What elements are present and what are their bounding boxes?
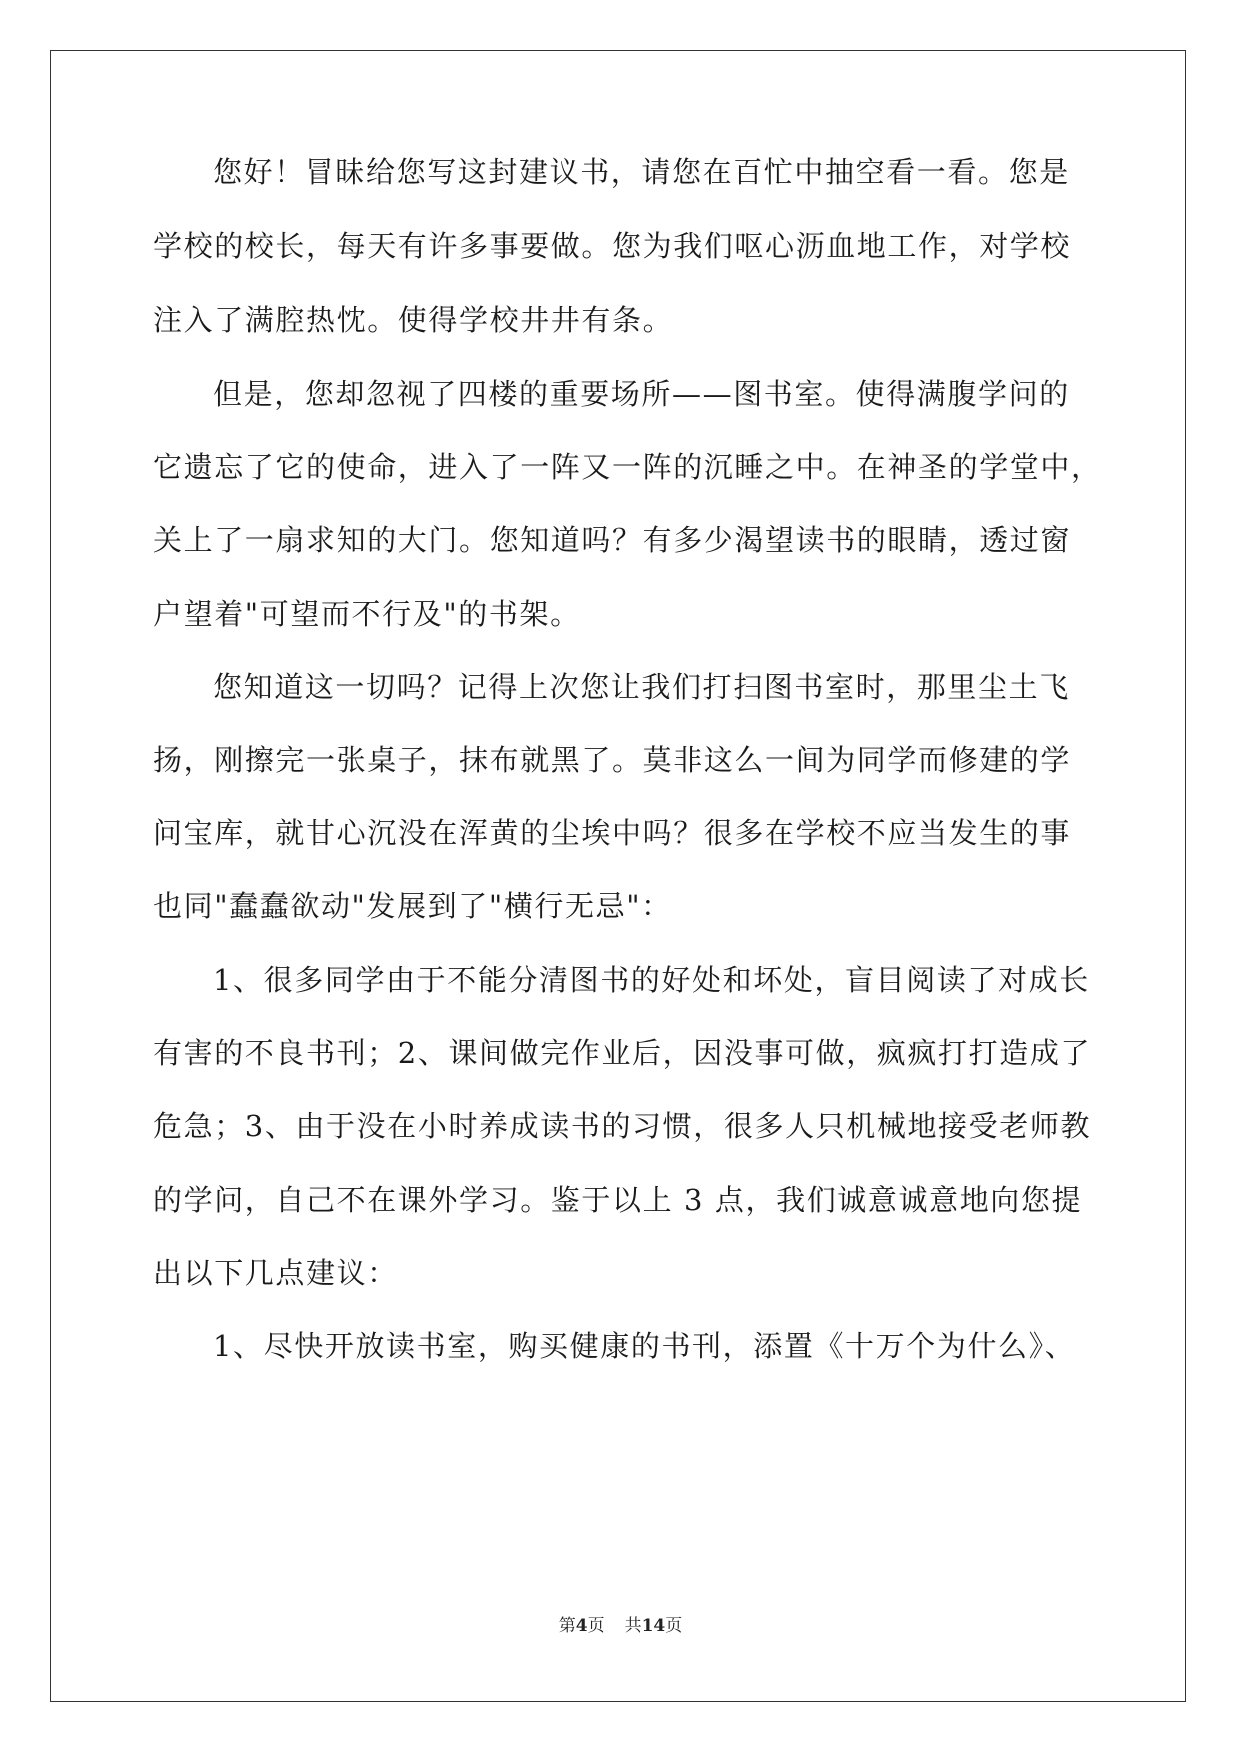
page-prefix: 第 (558, 1616, 576, 1636)
paragraph-3-line-2: 扬，刚擦完一张桌子，抹布就黑了。莫非这么一间为同学而修建的学 (153, 743, 1072, 777)
total-unit: 页 (665, 1616, 683, 1636)
paragraph-4-line-4: 的学问，自己不在课外学习。鉴于以上 3 点，我们诚意诚意地向您提 (153, 1183, 1083, 1217)
paragraph-4-line-5: 出以下几点建议： (153, 1256, 398, 1290)
paragraph-4-line-3: 危急；3、由于没在小时养成读书的习惯，很多人只机械地接受老师教 (153, 1109, 1092, 1143)
paragraph-2-line-4: 户望着"可望而不行及"的书架。 (153, 597, 581, 631)
paragraph-3-line-1: 您知道这一切吗？记得上次您让我们打扫图书室时，那里尘土飞 (213, 670, 1070, 704)
paragraph-5-line-1: 1、尽快开放读书室，购买健康的书刊，添置《十万个为什么》、 (213, 1329, 1076, 1363)
paragraph-2-line-2: 它遗忘了它的使命，进入了一阵又一阵的沉睡之中。在神圣的学堂中， (153, 450, 1102, 484)
total-prefix: 共 (624, 1616, 642, 1636)
paragraph-1-line-1: 您好！冒昧给您写这封建议书，请您在百忙中抽空看一看。您是 (213, 155, 1070, 189)
total-page-number: 14 (641, 1616, 666, 1636)
paragraph-4-line-1: 1、很多同学由于不能分清图书的好处和坏处，盲目阅读了对成长 (213, 963, 1090, 997)
paragraph-1-line-2: 学校的校长，每天有许多事要做。您为我们呕心沥血地工作，对学校 (153, 229, 1072, 263)
paragraph-1-line-3: 注入了满腔热忱。使得学校井井有条。 (153, 303, 674, 337)
paragraph-2-line-3: 关上了一扇求知的大门。您知道吗？有多少渴望读书的眼睛，透过窗 (153, 523, 1072, 557)
paragraph-2-line-1: 但是，您却忽视了四楼的重要场所——图书室。使得满腹学问的 (213, 377, 1070, 411)
paragraph-4-line-2: 有害的不良书刊；2、课间做完作业后，因没事可做，疯疯打打造成了 (153, 1036, 1092, 1070)
paragraph-3-line-4: 也同"蠢蠢欲动"发展到了"横行无忌"： (153, 889, 672, 923)
paragraph-3-line-3: 问宝库，就甘心沉没在浑黄的尘埃中吗？很多在学校不应当发生的事 (153, 816, 1072, 850)
page-unit: 页 (587, 1616, 605, 1636)
page-border (50, 50, 1186, 1702)
page-footer (0, 1615, 1241, 1637)
current-page-number: 4 (575, 1616, 588, 1636)
